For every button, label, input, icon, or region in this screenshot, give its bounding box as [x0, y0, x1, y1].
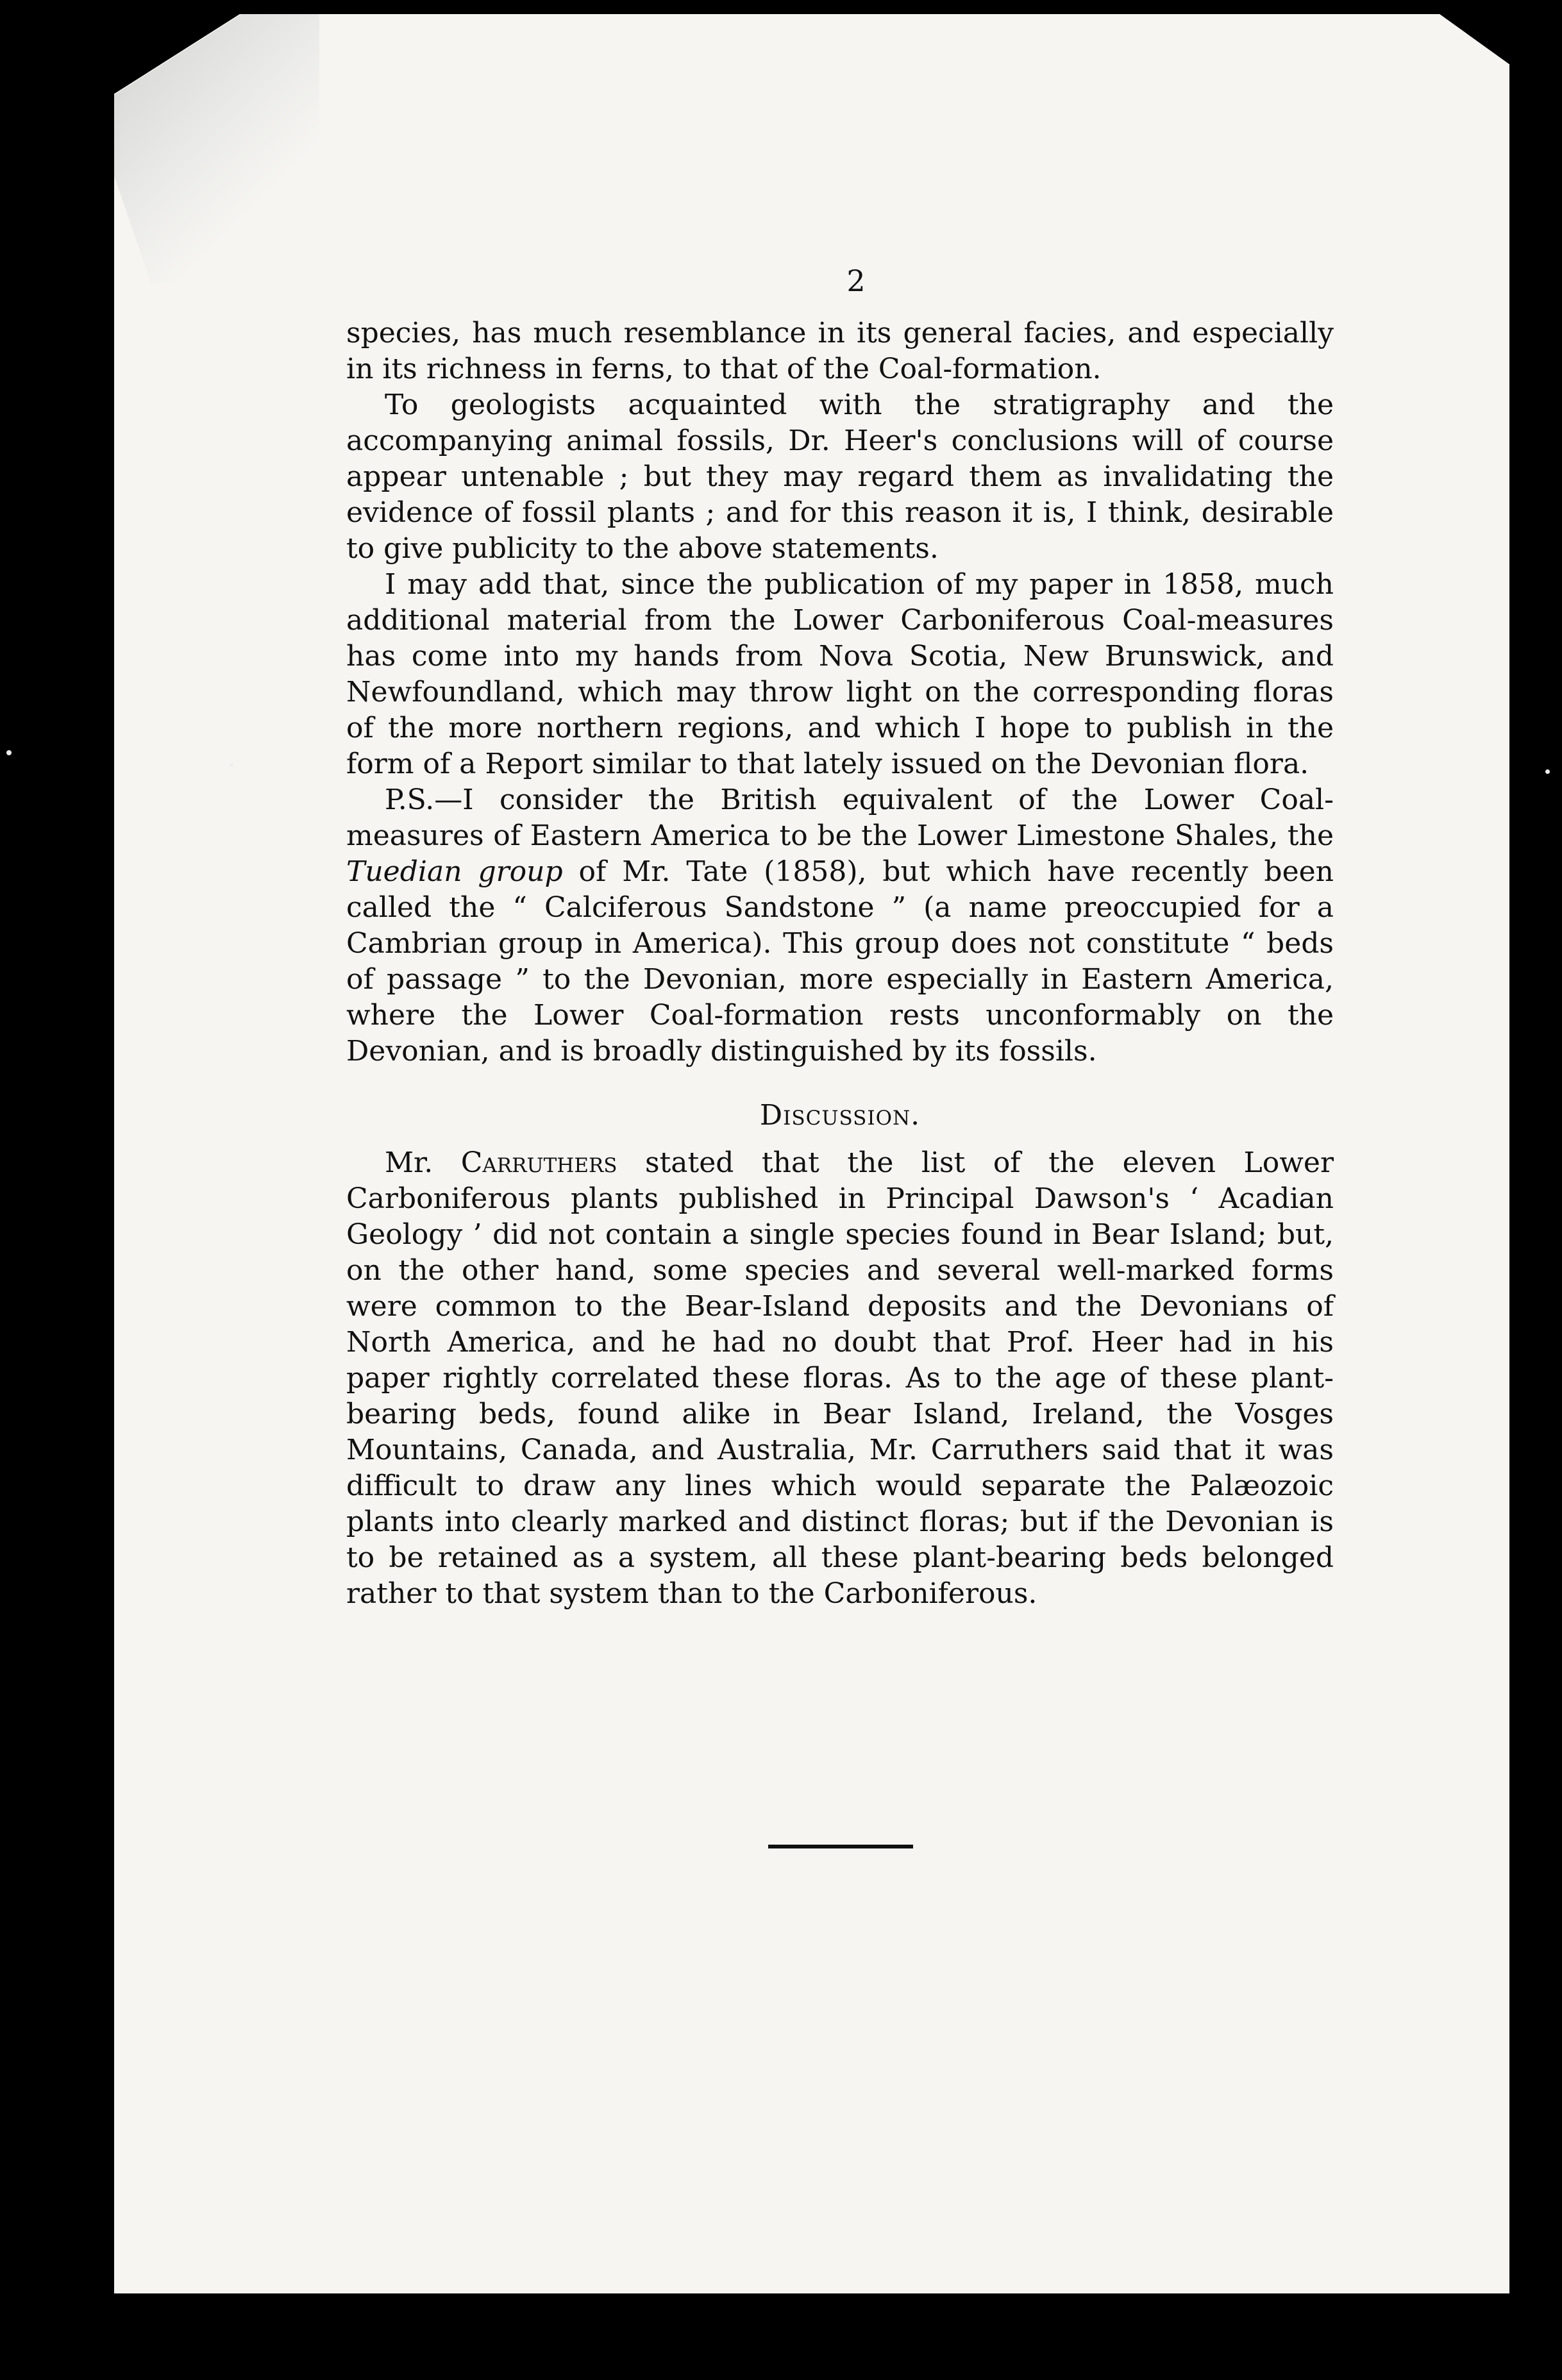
- postscript-text-end: of Mr. Tate (1858), but which have recently been called the “ Calciferous Sandstone ” (a name preoccupied for a Cambrian group in America). This group does not constitute “ beds of passage ” to the Devonian, more especially in Eastern America, where the Lower Coal-formation rests unconformably on the Devonian, and is broadly distinguished by its fossils.: [346, 855, 1334, 1068]
- discussion-paragraph: [346, 1145, 1334, 1612]
- speaker-prefix: Mr.: [385, 1146, 461, 1179]
- page-text: [346, 263, 1334, 1612]
- folded-corner: [114, 14, 319, 283]
- paragraph-continuation: species, has much resemblance in its general facies, and especially in its richness in ferns, to that of the Coal-formation.: [346, 317, 1334, 385]
- edge-speck: [6, 750, 12, 755]
- tuedian-group-term: Tuedian group: [346, 855, 563, 888]
- edge-speck: [230, 763, 233, 767]
- postscript-text-start: P.S.—I consider the British equivalent of the Lower Coal-measures of Eastern America to be the Lower Limestone Shales, the: [346, 784, 1334, 852]
- paragraph-additional-material: I may add that, since the publication of my paper in 1858, much additional material from the Lower Carboniferous Coal-measures has come into my hands from Nova Scotia, New Brunswick, and Newfoundland, which may throw light on the corresponding floras of the more northern regions, and which I hope to publish in the form of a Report similar to that lately issued on the Devonian flora.: [346, 568, 1334, 780]
- paragraph-geologists: To geologists acquainted with the stratigraphy and the accompanying animal fossils, Dr. Heer's conclusions will of course appear untenable ; but they may regard them as invalidating the evidence of fossil plants ; and for this reason it is, I think, desirable to give publicity to the above statements.: [346, 389, 1334, 565]
- speaker-name: Carruthers: [460, 1146, 617, 1179]
- end-rule: [768, 1845, 913, 1848]
- postscript-paragraph: [346, 782, 1334, 1069]
- discussion-text: stated that the list of the eleven Lower Carboniferous plants published in Principal Dawson's ‘ Acadian Geology ’ did not contain a single species found in Bear Island; but, on the other hand, some species and several well-marked forms were common to the Bear-Island deposits and the Devonians of North America, and he had no doubt that Prof. Heer had in his paper rightly correlated these floras. As to the age of these plant-bearing beds, found alike in Bear Island, Ireland, the Vosges Mountains, Canada, and Australia, Mr. Carruthers said that it was difficult to draw any lines which would separate the Palæozoic plants into clearly marked and distinct floras; but if the Devonian is to be retained as a system, all these plant-bearing beds belonged rather to that system than to the Carboniferous.: [346, 1146, 1334, 1610]
- discussion-heading: Discussion.: [759, 1099, 921, 1132]
- page-number: 2: [846, 264, 866, 298]
- edge-speck: [1545, 769, 1550, 774]
